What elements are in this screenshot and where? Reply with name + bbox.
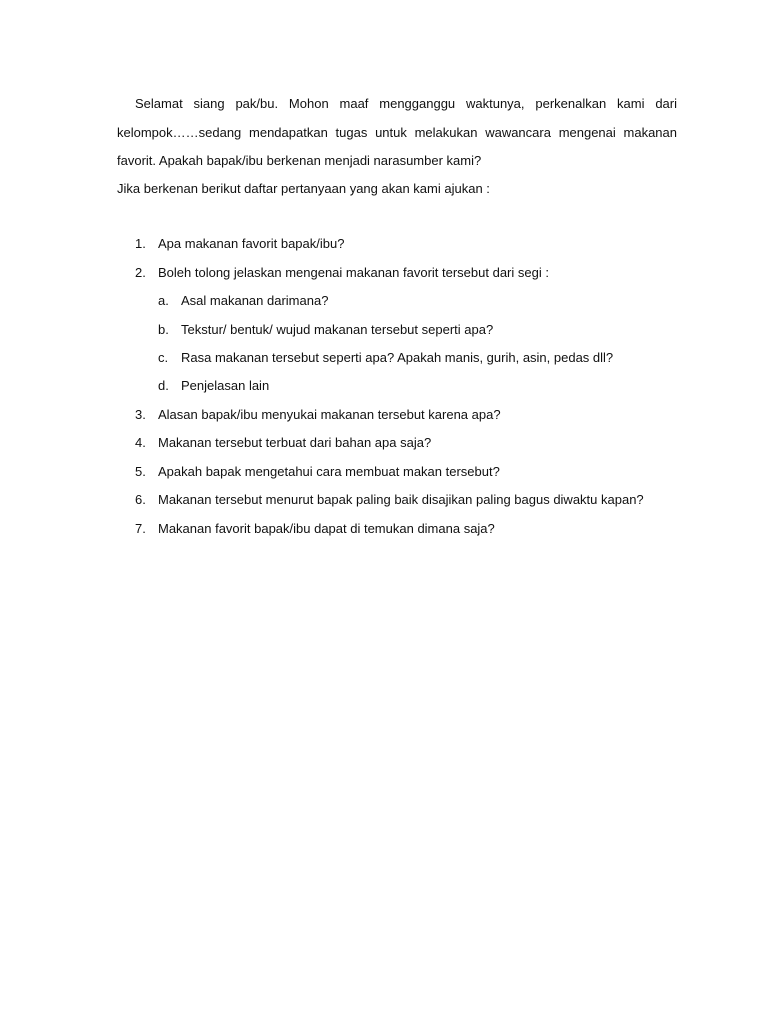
question-number: 6. bbox=[135, 492, 146, 507]
question-number: 3. bbox=[135, 407, 146, 422]
question-text: Makanan tersebut menurut bapak paling baik disajikan paling bagus diwaktu kapan? bbox=[158, 492, 644, 507]
sub-question-text: Penjelasan lain bbox=[181, 378, 270, 393]
intro-paragraph bbox=[117, 90, 677, 176]
sub-question-letter: b. bbox=[158, 322, 169, 337]
question-text: Apa makanan favorit bapak/ibu? bbox=[158, 236, 345, 251]
question-text: Makanan tersebut terbuat dari bahan apa saja? bbox=[158, 435, 432, 450]
question-text: Makanan favorit bapak/ibu dapat di temukan dimana saja? bbox=[158, 521, 495, 536]
intro-question-lead: Jika berkenan berikut daftar pertanyaan yang akan kami ajukan : bbox=[117, 181, 490, 196]
question-number: 5. bbox=[135, 464, 146, 479]
sub-question-text: Asal makanan darimana? bbox=[181, 293, 329, 308]
question-number: 7. bbox=[135, 521, 146, 536]
sub-question-text: Tekstur/ bentuk/ wujud makanan tersebut seperti apa? bbox=[181, 322, 494, 337]
sub-question-letter: d. bbox=[158, 378, 169, 393]
sub-question-letter: a. bbox=[158, 293, 169, 308]
question-number: 1. bbox=[135, 236, 146, 251]
question-text: Boleh tolong jelaskan mengenai makanan favorit tersebut dari segi : bbox=[158, 265, 549, 280]
question-number: 4. bbox=[135, 435, 146, 450]
sub-question-letter: c. bbox=[158, 350, 169, 365]
question-text: Apakah bapak mengetahui cara membuat makan tersebut? bbox=[158, 464, 500, 479]
intro-text: Selamat siang pak/bu. Mohon maaf mengganggu waktunya, perkenalkan kami dari kelompok……sedang mendapatkan tugas untuk melakukan wawancara mengenai makanan favorit. Apakah bapak/ibu berkenan menjadi narasumber kami? bbox=[117, 96, 677, 168]
question-number: 2. bbox=[135, 265, 146, 280]
sub-question-text: Rasa makanan tersebut seperti apa? Apakah manis, gurih, asin, pedas dll? bbox=[181, 350, 614, 365]
question-text: Alasan bapak/ibu menyukai makanan tersebut karena apa? bbox=[158, 407, 501, 422]
